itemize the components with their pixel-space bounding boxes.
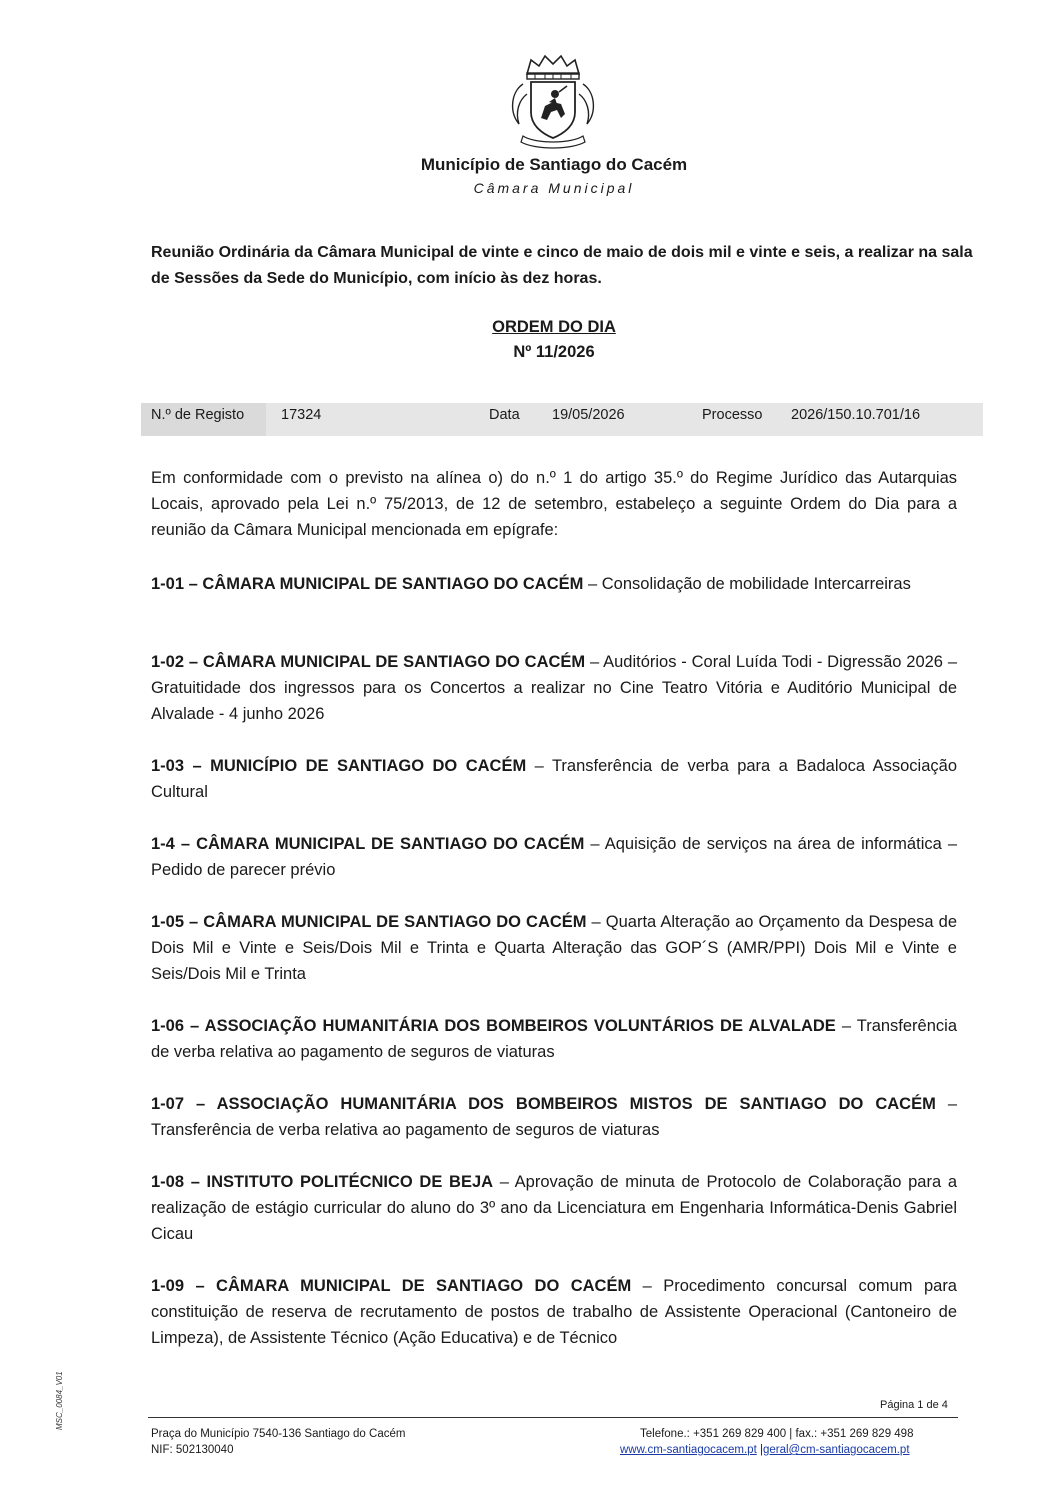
agenda-item-code: 1-05 – CÂMARA MUNICIPAL DE SANTIAGO DO CACÉM <box>151 913 587 931</box>
municipality-name: Município de Santiago do Cacém <box>420 155 688 174</box>
agenda-item-text: – Auditórios - Coral Luída Todi - Digressão 2026 – Gratuitidade dos ingressos para os Concertos a realizar no Cine Teatro Vitória e Auditório Municipal de Alvalade - 4 junho 2026 <box>151 653 957 723</box>
agenda-item <box>151 753 957 805</box>
footer-separator: | <box>756 1444 763 1456</box>
agenda-item-text: – Transferência de verba relativa ao pagamento de seguros de viaturas <box>151 1017 957 1061</box>
agenda-item-code: 1-03 – MUNICÍPIO DE SANTIAGO DO CACÉM <box>151 757 527 775</box>
agenda-item <box>151 1169 957 1247</box>
agenda-item-text: – Procedimento concursal comum para constituição de reserva de recrutamento de postos de trabalho de Assistente Operacional (Cantoneiro de Limpeza), de Assistente Técnico (Ação Educativa) e de Técnico <box>151 1277 957 1347</box>
website-link[interactable]: www.cm-santiagocacem.pt <box>620 1444 757 1456</box>
agenda-item-text: – Transferência de verba para a Badaloca Associação Cultural <box>151 757 957 801</box>
agenda-item <box>151 1091 957 1143</box>
page-number: Página 1 de 4 <box>880 1399 948 1411</box>
agenda-item <box>151 831 957 883</box>
agenda-item-text: – Aquisição de serviços na área de informática – Pedido de parecer prévio <box>151 835 957 879</box>
agenda-item-code: 1-08 – INSTITUTO POLITÉCNICO DE BEJA <box>151 1173 494 1191</box>
agenda-item <box>151 571 957 597</box>
municipality-subtitle: Câmara Municipal <box>473 180 635 196</box>
footer-phone: Telefone.: +351 269 829 400 | fax.: +351 269 829 498 <box>640 1428 914 1440</box>
legal-basis-paragraph: Em conformidade com o previsto na alínea o) do n.º 1 do artigo 35.º do Regime Jurídico das Autarquias Locais, aprovado pela Lei n.º 75/2013, de 12 de setembro, estabeleço a seguinte Ordem do Dia para a reunião da Câmara Municipal mencionada em epígrafe: <box>151 469 957 539</box>
agenda-item-code: 1-01 – CÂMARA MUNICIPAL DE SANTIAGO DO CACÉM <box>151 575 584 593</box>
agenda-item-code: 1-09 – CÂMARA MUNICIPAL DE SANTIAGO DO CACÉM <box>151 1277 632 1295</box>
footer-address: Praça do Município 7540-136 Santiago do Cacém <box>151 1428 406 1440</box>
footer-divider <box>148 1417 958 1418</box>
agenda-item-code: 1-06 – ASSOCIAÇÃO HUMANITÁRIA DOS BOMBEIROS VOLUNTÁRIOS DE ALVALADE <box>151 1017 836 1035</box>
agenda-item <box>151 1013 957 1065</box>
municipal-crest-logo <box>505 52 601 152</box>
agenda-title: ORDEM DO DIA <box>492 318 616 336</box>
crest-icon <box>505 52 601 152</box>
registry-bar <box>141 403 983 436</box>
footer-nif: NIF: 502130040 <box>151 1444 234 1456</box>
registry-value: 17324 <box>281 407 322 423</box>
date-label: Data <box>489 407 520 423</box>
footer-contacts <box>620 1444 910 1456</box>
agenda-number: Nº 11/2026 <box>513 343 595 361</box>
agenda-item <box>151 649 957 727</box>
document-code: MSC_0084_V01 <box>55 1371 64 1430</box>
agenda-item-text: – Consolidação de mobilidade Intercarreiras <box>583 575 911 593</box>
agenda-item-code: 1-02 – CÂMARA MUNICIPAL DE SANTIAGO DO CACÉM <box>151 653 586 671</box>
process-value: 2026/150.10.701/16 <box>791 407 921 423</box>
agenda-item <box>151 909 957 987</box>
email-link[interactable]: geral@cm-santiagocacem.pt <box>762 1444 910 1456</box>
agenda-item-code: 1-07 – ASSOCIAÇÃO HUMANITÁRIA DOS BOMBEIROS MISTOS DE SANTIAGO DO CACÉM <box>151 1095 936 1113</box>
agenda-item <box>151 1273 957 1351</box>
agenda-item-text: – Quarta Alteração ao Orçamento da Despesa de Dois Mil e Vinte e Seis/Dois Mil e Trinta e Quarta Alteração das GOP´S (AMR/PPI) Dois Mil e Vinte e Seis/Dois Mil e Trinta <box>151 913 957 983</box>
agenda-item-code: 1-4 – CÂMARA MUNICIPAL DE SANTIAGO DO CACÉM <box>151 835 585 853</box>
agenda-item-text: – Aprovação de minuta de Protocolo de Colaboração para a realização de estágio curricular do aluno do 3º ano da Licenciatura em Engenharia Informática-Denis Gabriel Cicau <box>151 1173 957 1243</box>
date-value: 19/05/2026 <box>552 407 625 423</box>
meeting-intro: Reunião Ordinária da Câmara Municipal de vinte e cinco de maio de dois mil e vinte e seis, a realizar na sala de Sessões da Sede do Município, com início às dez horas. <box>151 244 973 287</box>
registry-label: N.º de Registo <box>151 407 245 423</box>
agenda-item-text: – Transferência de verba relativa ao pagamento de seguros de viaturas <box>151 1095 958 1139</box>
process-label: Processo <box>702 407 763 423</box>
